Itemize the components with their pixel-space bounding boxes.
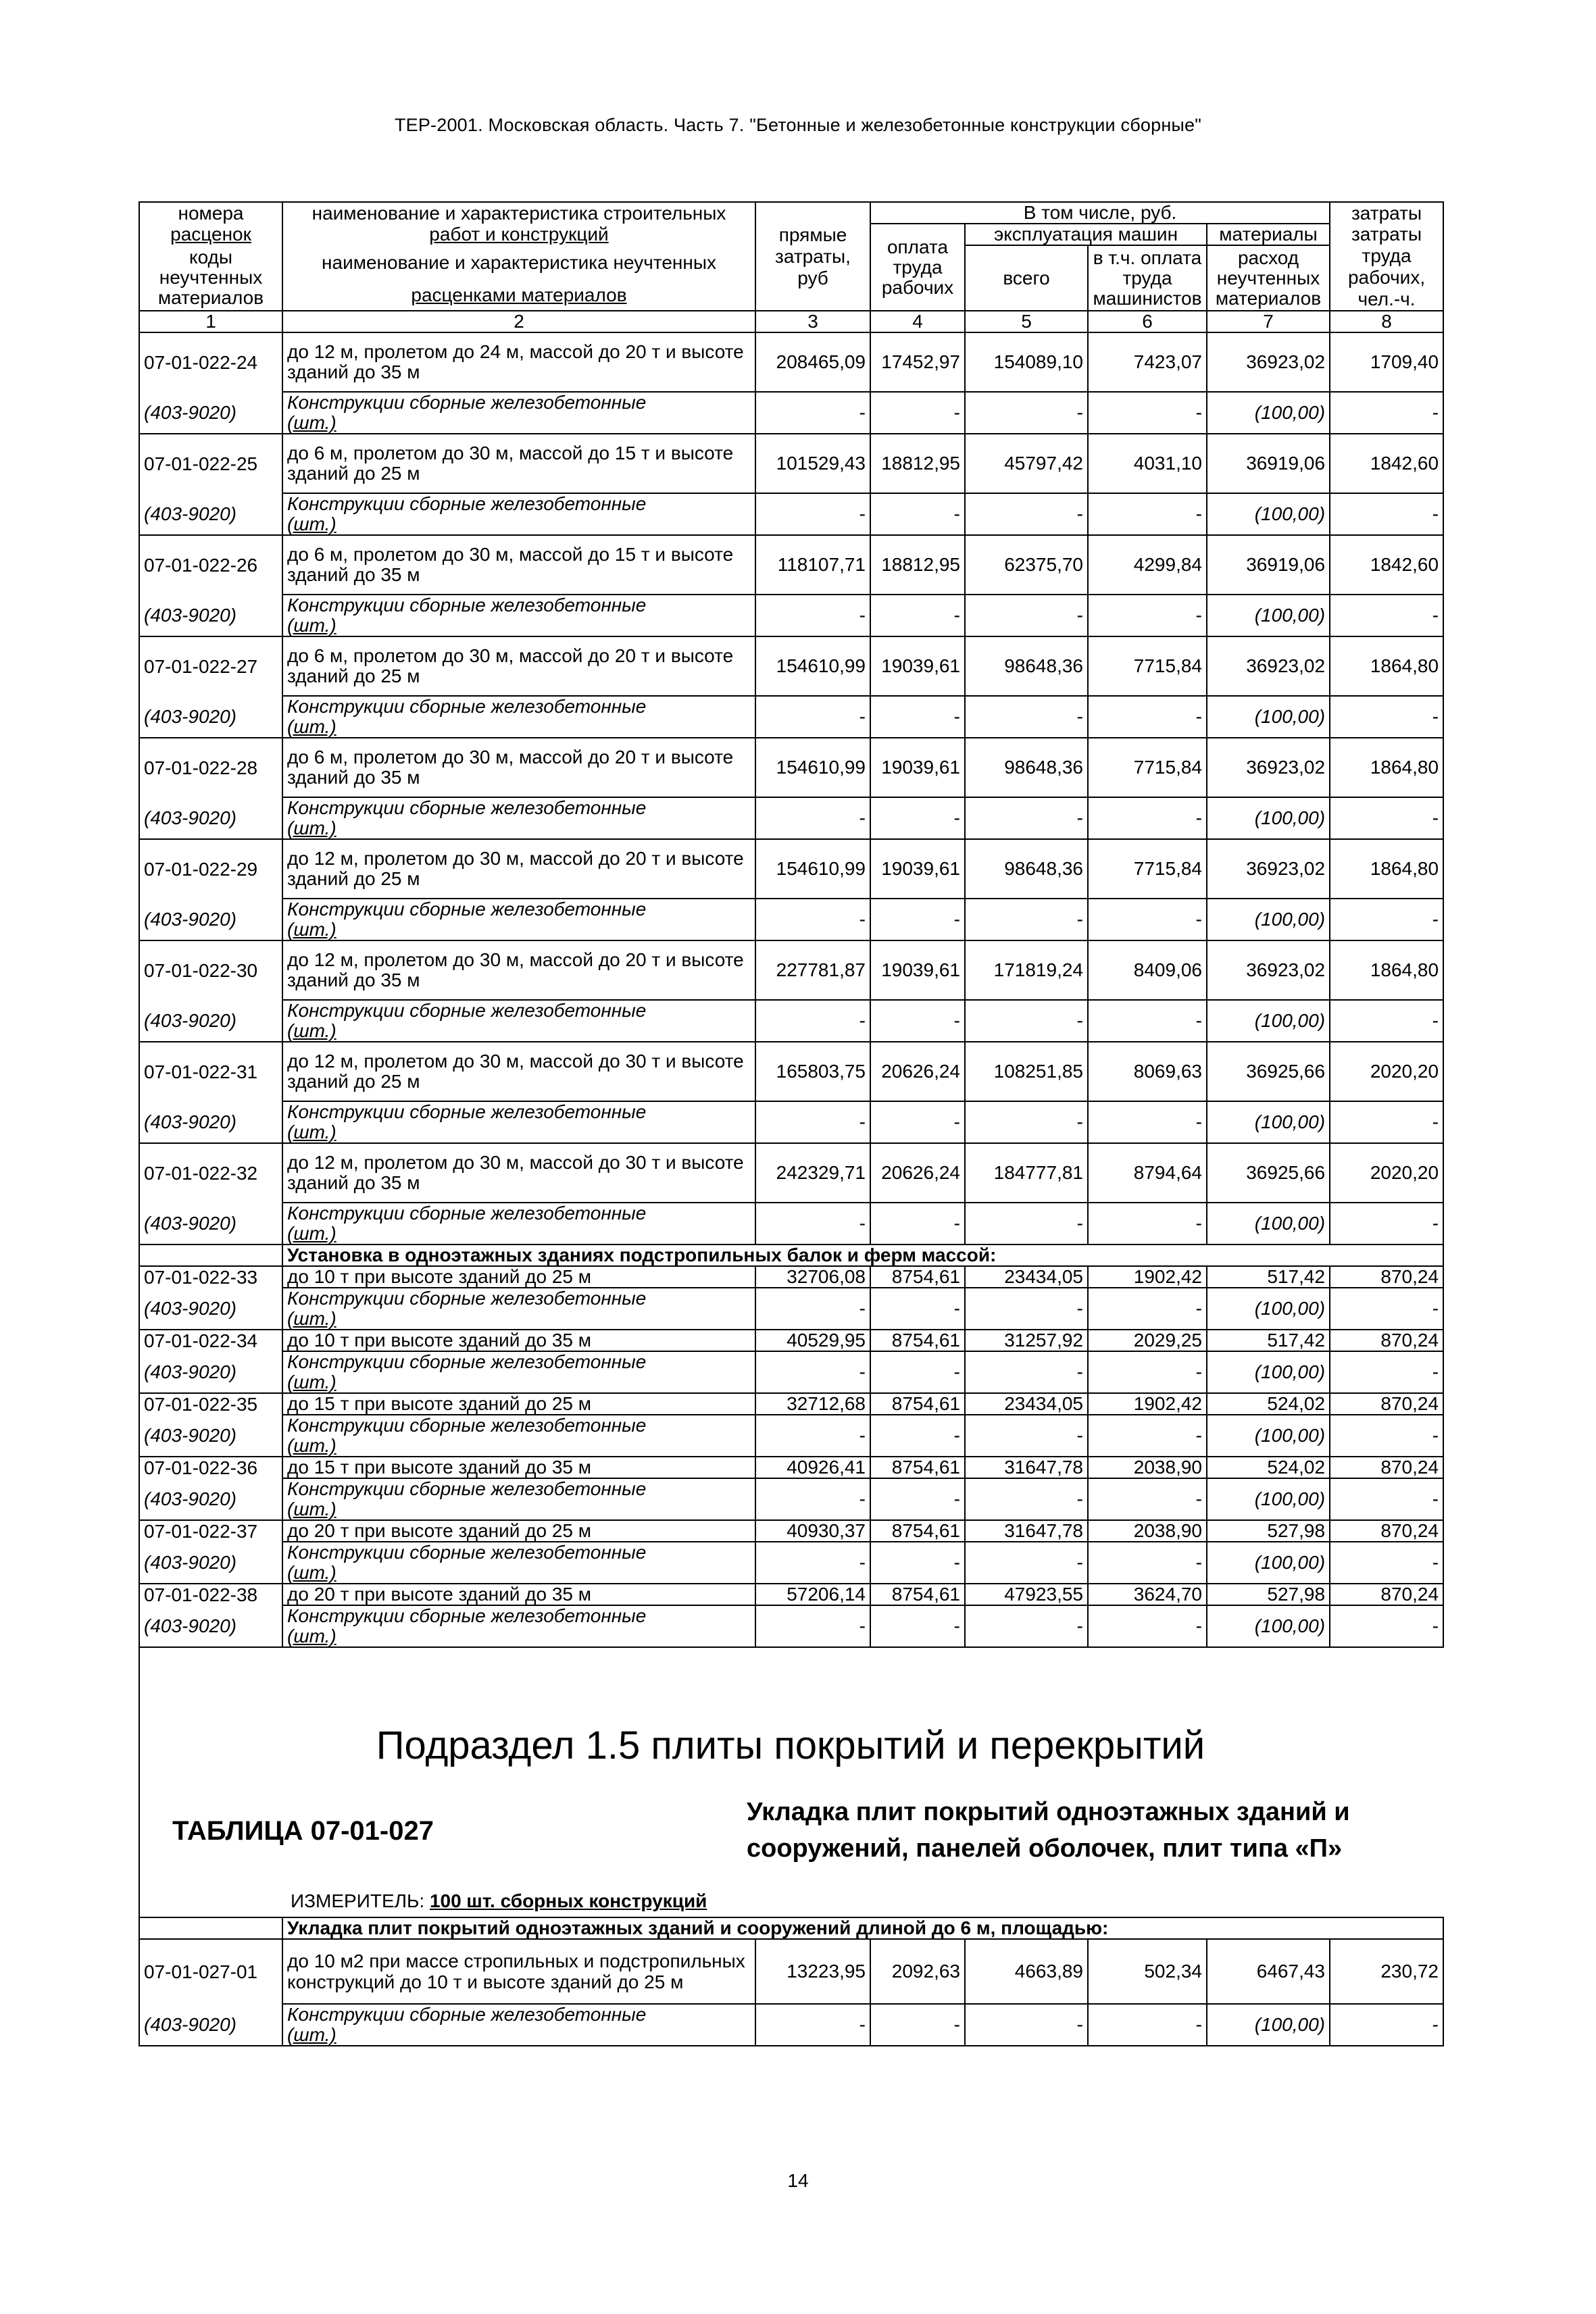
rate-direct-cost: 32706,08 [755,1266,870,1288]
material-code: (403-9020) [139,1605,282,1647]
rate-machines-wage: 2029,25 [1088,1330,1207,1351]
col-machines-total: всего [965,245,1088,311]
rate-machines: 23434,05 [965,1393,1088,1415]
material-code: (403-9020) [139,392,282,434]
rate-direct-cost: 101529,43 [755,434,870,493]
rate-machines: 31647,78 [965,1457,1088,1478]
col-name-mat: наименование и характеристика неучтенных [282,245,755,280]
subsection-title: Подраздел 1.5 плиты покрытий и перекрытий [376,1724,1205,1767]
rate-wage: 19039,61 [870,940,965,1000]
material-code: (403-9020) [139,1351,282,1393]
material-name: Конструкции сборные железобетонные (шт.) [282,797,755,839]
rate-description: до 12 м, пролетом до 30 м, массой до 20 т и высоте зданий до 25 м [282,839,755,899]
table-row [139,1584,1443,1605]
table-title: Укладка плит покрытий одноэтажных зданий и сооружений, панелей оболочек, плит типа «П» [747,1798,1350,1863]
rate-wage: 8754,61 [870,1520,965,1542]
col-incl: В том числе, руб. [870,202,1330,224]
rate-code: 07-01-022-31 [139,1042,282,1101]
material-code: (403-9020) [139,1415,282,1457]
rate-code: 07-01-022-36 [139,1457,282,1478]
material-row: (403-9020) Конструкции сборные железобетонные (шт.) - - - - (100,00) - [139,1101,1443,1143]
rate-code: 07-01-027-01 [139,1939,282,2004]
rate-wage: 18812,95 [870,434,965,493]
rate-code: 07-01-022-26 [139,535,282,595]
rate-machines-wage: 7715,84 [1088,636,1207,696]
material-code: (403-9020) [139,899,282,940]
rate-description: до 20 т при высоте зданий до 25 м [282,1520,755,1542]
rate-direct-cost: 227781,87 [755,940,870,1000]
rate-machines-wage: 2038,90 [1088,1520,1207,1542]
rate-machines-wage: 502,34 [1088,1939,1207,2004]
table-id: ТАБЛИЦА 07-01-027 [172,1816,434,1846]
rate-code: 07-01-022-29 [139,839,282,899]
rate-labor: 1864,80 [1330,636,1443,696]
material-amount: (100,00) [1207,1000,1330,1042]
material-code: (403-9020) [139,1288,282,1330]
material-name: Конструкции сборные железобетонные (шт.) [282,1415,755,1457]
rate-materials: 517,42 [1207,1330,1330,1351]
rate-description: до 15 т при высоте зданий до 35 м [282,1457,755,1478]
rate-materials: 36925,66 [1207,1143,1330,1203]
col-machines-wage: в т.ч. оплата труда машинистов [1088,245,1207,311]
table-row [139,940,1443,1000]
table-row [139,1520,1443,1542]
rate-wage: 19039,61 [870,839,965,899]
table-row [139,535,1443,595]
rate-labor: 870,24 [1330,1584,1443,1605]
rate-materials: 36919,06 [1207,535,1330,595]
rate-materials: 36923,02 [1207,940,1330,1000]
material-name: Конструкции сборные железобетонные (шт.) [282,899,755,940]
rate-wage: 8754,61 [870,1330,965,1351]
column-number: 8 [1330,311,1443,332]
rate-description: до 20 т при высоте зданий до 35 м [282,1584,755,1605]
rate-code: 07-01-022-37 [139,1520,282,1542]
rate-description: до 6 м, пролетом до 30 м, массой до 15 т и высоте зданий до 25 м [282,434,755,493]
material-amount: (100,00) [1207,899,1330,940]
rates-group-a [139,332,1443,1244]
page-number: 14 [787,2170,809,2191]
material-row: (403-9020) Конструкции сборные железобетонные (шт.) - - - - (100,00) - [139,1000,1443,1042]
table-row [139,1143,1443,1203]
rate-labor: 2020,20 [1330,1042,1443,1101]
material-row: (403-9020) Конструкции сборные железобетонные (шт.) - - - - (100,00) - [139,1288,1443,1330]
rate-description: до 12 м, пролетом до 24 м, массой до 20 т и высоте зданий до 35 м [282,332,755,392]
rate-materials: 36923,02 [1207,839,1330,899]
rate-machines: 98648,36 [965,839,1088,899]
material-amount: (100,00) [1207,1351,1330,1393]
rate-description: до 12 м, пролетом до 30 м, массой до 30 т и высоте зданий до 35 м [282,1143,755,1203]
rate-description: до 15 т при высоте зданий до 25 м [282,1393,755,1415]
material-name: Конструкции сборные железобетонные (шт.) [282,1101,755,1143]
material-amount: (100,00) [1207,1288,1330,1330]
material-amount: (100,00) [1207,1478,1330,1520]
material-row: (403-9020) Конструкции сборные железобетонные (шт.) - - - - (100,00) - [139,1478,1443,1520]
material-name: Конструкции сборные железобетонные (шт.) [282,1605,755,1647]
material-code: (403-9020) [139,493,282,535]
col-code-mat: коды неучтенных материалов [139,245,282,311]
column-number: 5 [965,311,1088,332]
rate-code: 07-01-022-35 [139,1393,282,1415]
rate-labor: 870,24 [1330,1266,1443,1288]
rate-wage: 18812,95 [870,535,965,595]
rate-direct-cost: 13223,95 [755,1939,870,2004]
table-row [139,1393,1443,1415]
section-b [139,1244,1443,1266]
rate-wage: 8754,61 [870,1584,965,1605]
section-b-title: Установка в одноэтажных зданиях подстропильных балок и ферм массой: [282,1244,1443,1266]
material-amount: (100,00) [1207,797,1330,839]
col-code-title: номера [139,202,282,224]
material-name: Конструкции сборные железобетонные (шт.) [282,493,755,535]
rate-labor: 2020,20 [1330,1143,1443,1203]
rate-materials: 524,02 [1207,1393,1330,1415]
rate-machines: 62375,70 [965,535,1088,595]
rate-materials: 36923,02 [1207,636,1330,696]
col-name-title2: работ и конструкций [282,224,755,245]
table2-section-title: Укладка плит покрытий одноэтажных зданий и сооружений длиной до 6 м, площадью: [282,1917,1443,1939]
col-materials-unaccounted: расход неучтенных материалов [1207,245,1330,311]
rate-code: 07-01-022-38 [139,1584,282,1605]
rate-code: 07-01-022-25 [139,434,282,493]
material-amount: (100,00) [1207,1415,1330,1457]
table-row [139,332,1443,392]
rate-description: до 10 т при высоте зданий до 25 м [282,1266,755,1288]
table-row [139,1330,1443,1351]
table-row [139,738,1443,797]
meter-value: 100 шт. сборных конструкций [429,1890,707,1911]
rate-wage: 20626,24 [870,1143,965,1203]
column-number: 1 [139,311,282,332]
rate-code: 07-01-022-30 [139,940,282,1000]
rate-description: до 6 м, пролетом до 30 м, массой до 20 т и высоте зданий до 25 м [282,636,755,696]
column-number: 2 [282,311,755,332]
rate-machines-wage: 7715,84 [1088,738,1207,797]
rate-wage: 20626,24 [870,1042,965,1101]
material-amount: (100,00) [1207,1101,1330,1143]
material-amount: (100,00) [1207,696,1330,738]
material-amount: (100,00) [1207,493,1330,535]
rate-machines: 31647,78 [965,1520,1088,1542]
table-frame-left [139,1648,1444,1917]
material-amount: (100,00) [1207,595,1330,636]
material-name: Конструкции сборные железобетонные (шт.) [282,1351,755,1393]
rate-wage: 17452,97 [870,332,965,392]
material-amount: (100,00) [1207,1605,1330,1647]
col-direct: прямые затраты, руб [755,202,870,311]
rate-machines: 108251,85 [965,1042,1088,1101]
rate-labor: 870,24 [1330,1330,1443,1351]
column-number: 7 [1207,311,1330,332]
rate-wage: 2092,63 [870,1939,965,2004]
rate-machines: 4663,89 [965,1939,1088,2004]
rate-direct-cost: 208465,09 [755,332,870,392]
column-numbers-row [139,311,1443,332]
material-name: Конструкции сборные железобетонные (шт.) [282,595,755,636]
rate-materials: 527,98 [1207,1520,1330,1542]
rate-wage: 19039,61 [870,636,965,696]
col-materials: материалы [1207,224,1330,245]
rate-machines: 23434,05 [965,1266,1088,1288]
rate-wage: 8754,61 [870,1266,965,1288]
rate-materials: 36923,02 [1207,332,1330,392]
rate-description: до 10 м2 при массе стропильных и подстропильных конструкций до 10 т и высоте зданий до 25 м [282,1939,755,2004]
rate-materials: 517,42 [1207,1266,1330,1288]
rate-direct-cost: 118107,71 [755,535,870,595]
rate-code: 07-01-022-24 [139,332,282,392]
rate-machines-wage: 8069,63 [1088,1042,1207,1101]
rate-description: до 10 т при высоте зданий до 35 м [282,1330,755,1351]
rate-code: 07-01-022-33 [139,1266,282,1288]
rate-code: 07-01-022-32 [139,1143,282,1203]
rate-machines: 154089,10 [965,332,1088,392]
rate-direct-cost: 154610,99 [755,738,870,797]
rate-labor: 1842,60 [1330,434,1443,493]
material-code: (403-9020) [139,1478,282,1520]
col-name-mat2: расценками материалов [282,280,755,311]
rate-direct-cost: 40930,37 [755,1520,870,1542]
col-name-title: наименование и характеристика строительных [282,202,755,224]
rate-machines-wage: 8794,64 [1088,1143,1207,1203]
rate-labor: 870,24 [1330,1457,1443,1478]
material-amount: (100,00) [1207,1542,1330,1584]
material-code: (403-9020) [139,1542,282,1584]
material-code: (403-9020) [139,595,282,636]
material-code: (403-9020) [139,1203,282,1244]
rate-machines-wage: 7715,84 [1088,839,1207,899]
rate-machines-wage: 1902,42 [1088,1266,1207,1288]
material-row: (403-9020) Конструкции сборные железобетонные (шт.) - - - - (100,00) - [139,2004,1443,2046]
material-row: (403-9020) Конструкции сборные железобетонные (шт.) - - - - (100,00) - [139,1351,1443,1393]
rate-direct-cost: 165803,75 [755,1042,870,1101]
material-row: (403-9020) Конструкции сборные железобетонные (шт.) - - - - (100,00) - [139,696,1443,738]
rate-description: до 6 м, пролетом до 30 м, массой до 15 т и высоте зданий до 35 м [282,535,755,595]
rate-machines-wage: 7423,07 [1088,332,1207,392]
table-row [139,1042,1443,1101]
rate-code: 07-01-022-34 [139,1330,282,1351]
rate-materials: 524,02 [1207,1457,1330,1478]
rates-table-header [139,202,1443,332]
rate-machines: 98648,36 [965,738,1088,797]
rate-materials: 527,98 [1207,1584,1330,1605]
material-row: (403-9020) Конструкции сборные железобетонные (шт.) - - - - (100,00) - [139,493,1443,535]
rate-machines-wage: 3624,70 [1088,1584,1207,1605]
rate-wage: 19039,61 [870,738,965,797]
material-name: Конструкции сборные железобетонные (шт.) [282,696,755,738]
rate-materials: 6467,43 [1207,1939,1330,2004]
rate-direct-cost: 40529,95 [755,1330,870,1351]
table-row [139,839,1443,899]
material-amount: (100,00) [1207,1203,1330,1244]
rate-machines: 47923,55 [965,1584,1088,1605]
material-name: Конструкции сборные железобетонные (шт.) [282,1000,755,1042]
rate-labor: 1842,60 [1330,535,1443,595]
material-row: (403-9020) Конструкции сборные железобетонные (шт.) - - - - (100,00) - [139,1203,1443,1244]
table-row [139,636,1443,696]
rate-machines: 184777,81 [965,1143,1088,1203]
table-row [139,1457,1443,1478]
rates-table-2 [139,1917,1444,2046]
rate-materials: 36919,06 [1207,434,1330,493]
rate-description: до 6 м, пролетом до 30 м, массой до 20 т и высоте зданий до 35 м [282,738,755,797]
col-machines: эксплуатация машин [965,224,1207,245]
rate-machines: 171819,24 [965,940,1088,1000]
rate-code: 07-01-022-28 [139,738,282,797]
rate-direct-cost: 154610,99 [755,636,870,696]
material-amount: (100,00) [1207,392,1330,434]
material-row: (403-9020) Конструкции сборные железобетонные (шт.) - - - - (100,00) - [139,797,1443,839]
rate-labor: 1864,80 [1330,738,1443,797]
rate-labor: 1864,80 [1330,940,1443,1000]
rate-labor: 1864,80 [1330,839,1443,899]
rate-direct-cost: 40926,41 [755,1457,870,1478]
rate-direct-cost: 154610,99 [755,839,870,899]
rate-wage: 8754,61 [870,1393,965,1415]
material-row: (403-9020) Конструкции сборные железобетонные (шт.) - - - - (100,00) - [139,392,1443,434]
material-code: (403-9020) [139,2004,282,2046]
rate-machines-wage: 1902,42 [1088,1393,1207,1415]
column-number: 4 [870,311,965,332]
material-code: (403-9020) [139,1101,282,1143]
material-name: Конструкции сборные железобетонные (шт.) [282,1542,755,1584]
rate-direct-cost: 32712,68 [755,1393,870,1415]
page-header: ТЕР-2001. Московская область. Часть 7. "Бетонные и железобетонные конструкции сборные" [394,115,1202,135]
rate-materials: 36923,02 [1207,738,1330,797]
rate-materials: 36925,66 [1207,1042,1330,1101]
rate-labor: 1709,40 [1330,332,1443,392]
rate-machines-wage: 4299,84 [1088,535,1207,595]
col-labor-a: затраты [1330,202,1443,224]
rate-description: до 12 м, пролетом до 30 м, массой до 30 т и высоте зданий до 25 м [282,1042,755,1101]
col-code-sub: расценок [139,224,282,245]
rate-description: до 12 м, пролетом до 30 м, массой до 20 т и высоте зданий до 35 м [282,940,755,1000]
material-name: Конструкции сборные железобетонные (шт.) [282,1478,755,1520]
material-amount: (100,00) [1207,2004,1330,2046]
rates-group-b [139,1266,1443,1647]
rate-machines-wage: 4031,10 [1088,434,1207,493]
material-name: Конструкции сборные железобетонные (шт.) [282,1203,755,1244]
meter-label: ИЗМЕРИТЕЛЬ: [291,1890,425,1911]
rate-machines: 45797,42 [965,434,1088,493]
rate-direct-cost: 57206,14 [755,1584,870,1605]
col-wage: оплата труда рабочих [870,224,965,311]
rate-labor: 230,72 [1330,1939,1443,2004]
column-number: 3 [755,311,870,332]
material-code: (403-9020) [139,1000,282,1042]
column-number: 6 [1088,311,1207,332]
rate-machines: 31257,92 [965,1330,1088,1351]
material-name: Конструкции сборные железобетонные (шт.) [282,392,755,434]
rates-table [139,201,1444,1648]
material-name: Конструкции сборные железобетонные (шт.) [282,1288,755,1330]
rate-code: 07-01-022-27 [139,636,282,696]
meter-line [291,1890,707,1912]
table-row [139,434,1443,493]
rate-machines: 98648,36 [965,636,1088,696]
rate-labor: 870,24 [1330,1520,1443,1542]
material-row: (403-9020) Конструкции сборные железобетонные (шт.) - - - - (100,00) - [139,1415,1443,1457]
col-labor: затраты труда рабочих, чел.-ч. [1330,224,1443,311]
material-row: (403-9020) Конструкции сборные железобетонные (шт.) - - - - (100,00) - [139,1542,1443,1584]
material-row: (403-9020) Конструкции сборные железобетонные (шт.) - - - - (100,00) - [139,899,1443,940]
rate-machines-wage: 8409,06 [1088,940,1207,1000]
rate-direct-cost: 242329,71 [755,1143,870,1203]
rate-machines-wage: 2038,90 [1088,1457,1207,1478]
table-row [139,1939,1443,2004]
material-name: Конструкции сборные железобетонные (шт.) [282,2004,755,2046]
rate-labor: 870,24 [1330,1393,1443,1415]
material-code: (403-9020) [139,797,282,839]
material-row: (403-9020) Конструкции сборные железобетонные (шт.) - - - - (100,00) - [139,595,1443,636]
rate-wage: 8754,61 [870,1457,965,1478]
table-row [139,1266,1443,1288]
material-row: (403-9020) Конструкции сборные железобетонные (шт.) - - - - (100,00) - [139,1605,1443,1647]
material-code: (403-9020) [139,696,282,738]
